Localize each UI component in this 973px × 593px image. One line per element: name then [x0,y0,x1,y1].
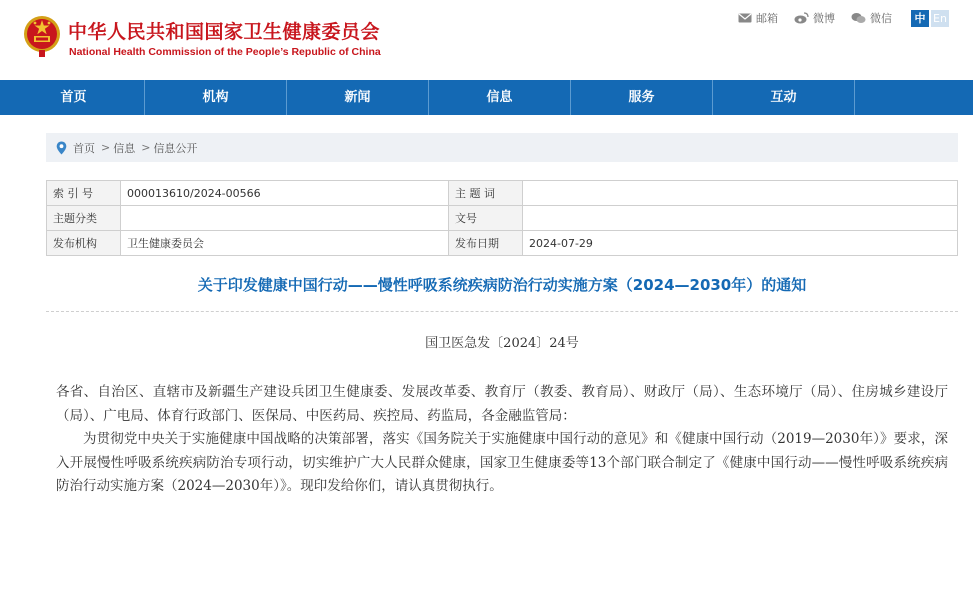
breadcrumb-home[interactable]: 首页 [73,141,95,155]
main-nav [0,80,973,115]
index-label: 索 引 号 [47,181,121,206]
site-title-en: National Health Commission of the People’s Republic of China [69,46,381,58]
nav-filler [855,80,973,115]
table-row [47,231,958,256]
lang-en-button[interactable]: En [931,10,949,27]
article-title: 关于印发健康中国行动——慢性呼吸系统疾病防治行动实施方案（2024—2030年）的通知 [197,276,807,294]
subject-word-label: 主 题 词 [449,181,523,206]
article-paragraph-addressees: 各省、自治区、直辖市及新疆生产建设兵团卫生健康委、发展改革委、教育厅（教委、教育局）、财政厅（局）、生态环境厅（局）、住房城乡建设厅（局）、广电局、体育行政部门、医保局、中医药局、疾控局、药监局，各金融监管局： [56,384,948,424]
doc-number-value [523,206,958,231]
mail-label: 邮箱 [756,12,778,25]
nav-home[interactable]: 首页 [0,80,145,115]
site-title-cn[interactable]: 中华人民共和国国家卫生健康委员会 [68,21,381,43]
title-divider [46,311,958,312]
issuer-value: 卫生健康委员会 [121,231,449,256]
doc-number-label: 文号 [449,206,523,231]
weibo-link[interactable] [794,10,835,26]
date-label: 发布日期 [449,231,523,256]
mail-link[interactable] [738,10,778,26]
breadcrumb-information[interactable]: 信息 [113,141,136,155]
table-row [47,206,958,231]
wechat-link[interactable] [851,10,892,26]
site-header [0,0,973,80]
wechat-icon [851,12,866,24]
breadcrumb-disclosure[interactable]: 信息公开 [153,141,198,155]
breadcrumb [46,133,958,162]
nav-interaction[interactable]: 互动 [713,80,855,115]
national-emblem-icon[interactable] [22,14,62,58]
nav-news[interactable]: 新闻 [287,80,429,115]
lang-cn-button[interactable]: 中 [911,10,929,27]
nav-information[interactable]: 信息 [429,80,571,115]
table-row [47,181,958,206]
article-paragraph-main: 为贯彻党中央关于实施健康中国战略的决策部署，落实《国务院关于实施健康中国行动的意见》和《健康中国行动（2019—2030年）》要求，深入开展慢性呼吸系统疾病防治专项行动，切实维护广大人民群众健康，国家卫生健康委等13个部门联合制定了《健康中国行动——慢性呼吸系统疾病防治行动实施方案（2024—2030年）》。现印发给你们，请认真贯彻执行。 [56,431,948,494]
breadcrumb-separator: > [101,141,111,154]
category-value [121,206,449,231]
header-tools [738,10,908,26]
subject-word-value [523,181,958,206]
location-pin-icon [56,141,67,155]
document-number: 国卫医急发〔2024〕24号 [425,336,579,351]
mail-icon [738,13,752,23]
date-value: 2024-07-29 [523,231,958,256]
document-info-table [46,180,958,256]
issuer-label: 发布机构 [47,231,121,256]
index-value: 000013610/2024-00566 [121,181,449,206]
wechat-label: 微信 [870,12,892,25]
weibo-label: 微博 [813,12,835,25]
weibo-icon [794,12,809,24]
breadcrumb-separator: > [141,141,151,154]
category-label: 主题分类 [47,206,121,231]
language-switch [911,10,949,27]
article-body [56,381,948,499]
nav-organization[interactable]: 机构 [145,80,287,115]
nav-services[interactable]: 服务 [571,80,713,115]
